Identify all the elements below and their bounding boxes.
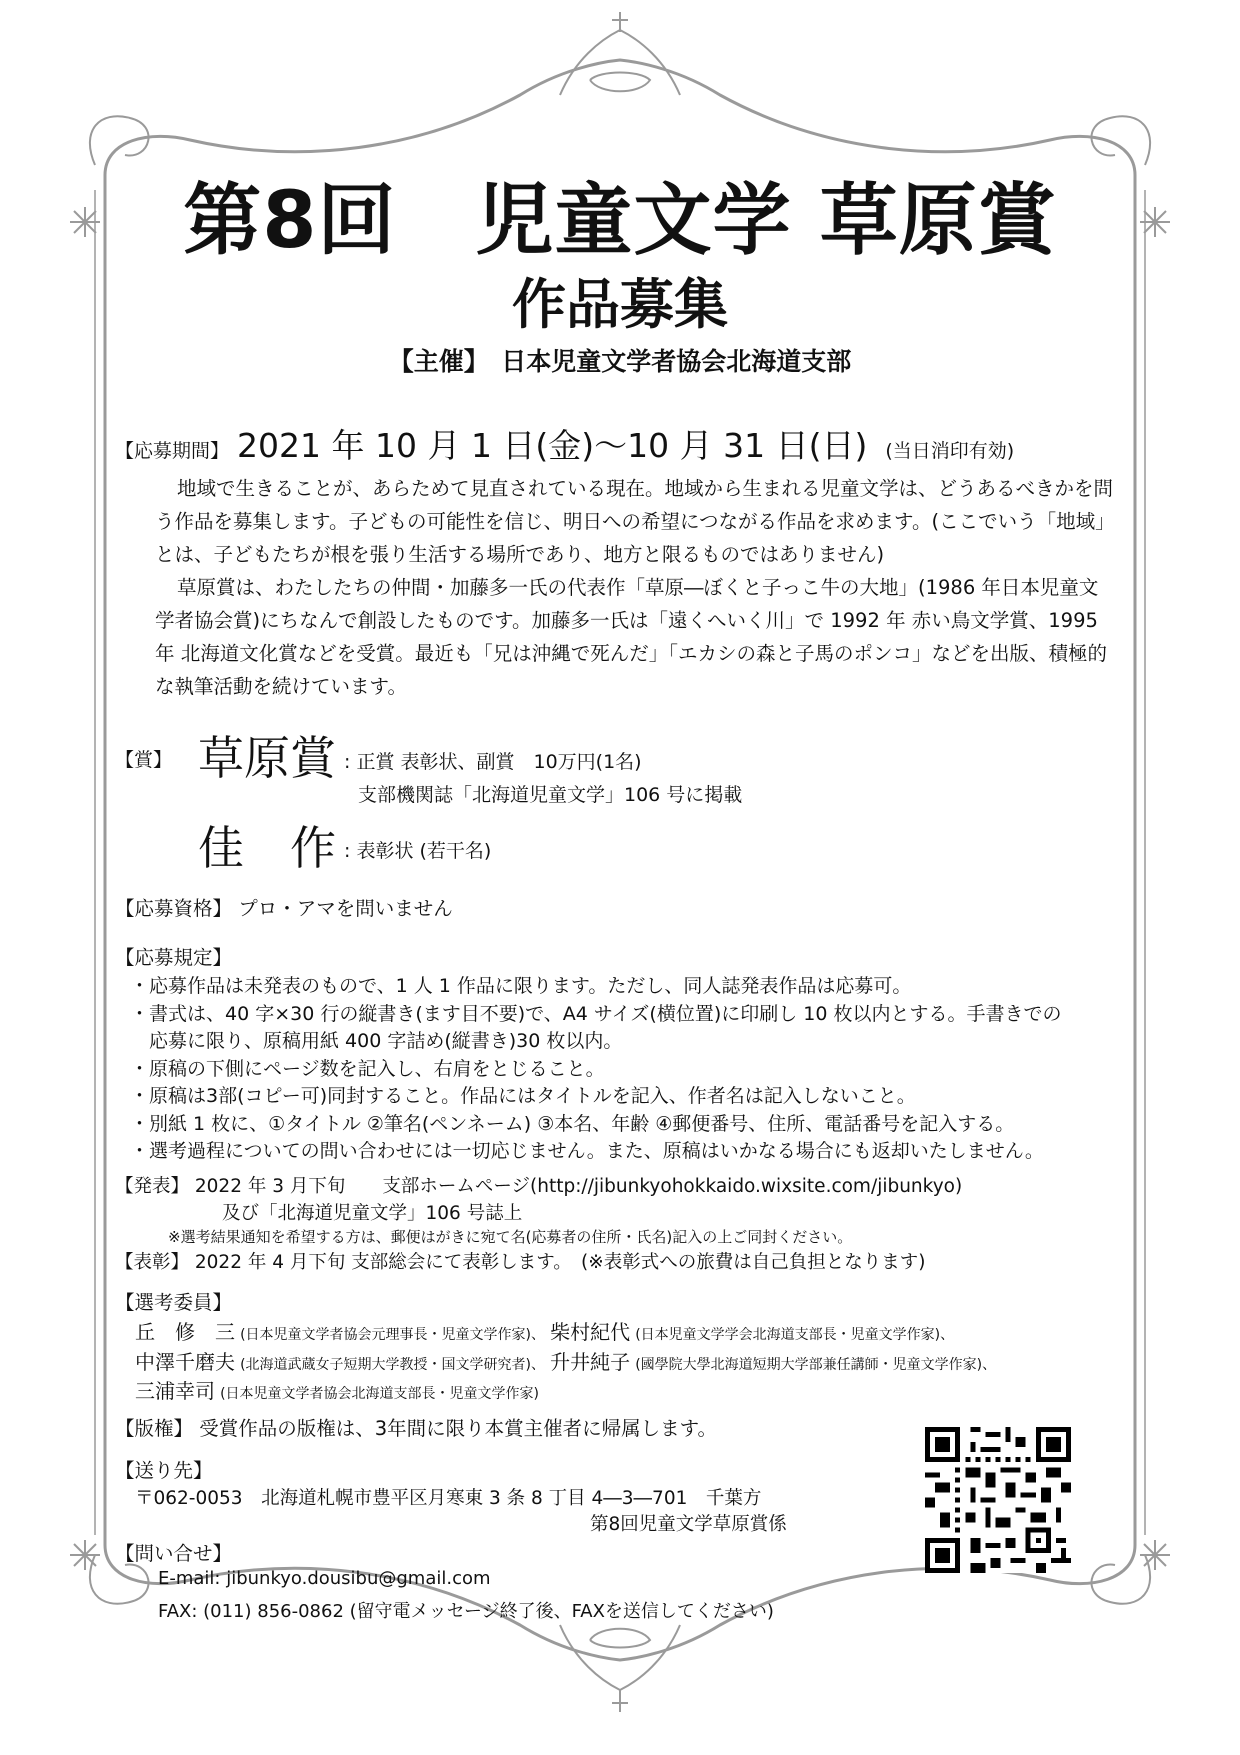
prize-label: 【賞】 [115,749,173,771]
send-address: 〒062-0053 北海道札幌市豊平区月寒東 3 条 8 丁目 4―3―701 千葉方 [135,1488,762,1509]
rule-item: ・書式は、40 字×30 行の縦書き(ます目不要)で、A4 サイズ(横位置)に印刷し 10 枚以内とする。手書きでの [130,1002,1062,1025]
main-prize-name: 草原賞 [198,731,336,785]
announce-line2: 及び「北海道児童文学」106 号誌上 [222,1203,523,1224]
judge-title: (日本児童文学学会北海道支部長・児童文学作家)、 [635,1327,955,1343]
rule-item: ・応募作品は未発表のもので、1 人 1 作品に限ります。ただし、同人誌発表作品は応募可。 [130,975,912,997]
award-ceremony: 【表彰】 2022 年 4 月下旬 支部総会にて表彰します。 (※表彰式への旅費は自己負担となります) [115,1252,926,1273]
page-title: 第8回 児童文学 草原賞 [183,176,1057,266]
judge-title: (日本児童文学者協会北海道支部長・児童文学作家) [220,1386,540,1402]
organizer: 【主催】 日本児童文学者協会北海道支部 [388,347,852,376]
send-label: 【送り先】 [115,1459,213,1482]
rules-label: 【応募規定】 [115,946,233,969]
judge-title: (國學院大學北海道短期大学部兼任講師・児童文学作家)、 [635,1357,997,1373]
judge-name: 三浦幸司 [135,1379,215,1403]
main-prize-desc: : 正賞 表彰状、副賞 10万円(1名) [344,751,642,773]
send-recipient: 第8回児童文学草原賞係 [590,1514,787,1535]
announce-note: ※選考結果通知を希望する方は、郵便はがきに宛て名(応募者の住所・氏名)記入の上ご同封ください。 [168,1228,853,1246]
rule-item: 応募に限り、原稿用紙 400 字詰め(縦書き)30 枚以内。 [130,1030,623,1052]
eligibility: 【応募資格】 プロ・アマを問いません [115,897,453,920]
judges-label: 【選考委員】 [115,1291,233,1314]
copyright: 【版権】 受賞作品の版権は、3年間に限り本賞主催者に帰属します。 [115,1417,718,1440]
judge-name: 丘 修 三 [135,1320,235,1344]
intro-paragraph: 地域で生きることが、あらためて見直されている現在。地域から生まれる児童文学は、どうあるべきかを問う作品を募集します。子どもの可能性を信じ、明日への希望につながる作品を求めます。(ここでいう「地域」とは、子どもたちが根を張り生活する場所であり、地方と限るものではありません) [155,477,1115,566]
judge-title: (北海道武蔵女子短期大学教授・国文学研究者)、 [240,1357,546,1373]
second-prize-name: 佳 作 [198,821,336,875]
intro-paragraph: 草原賞は、わたしたちの仲間・加藤多一氏の代表作「草原―ぼくと子っこ牛の大地」(1986 年日本児童文学者協会賞)にちなんで創設したものです。加藤多一氏は「遠くへいく川」で 1992 年 赤い鳥文学賞、1995 年 北海道文化賞などを受賞。最近も「兄は沖縄で死んだ」「エカシの森と子馬のポンコ」などを出版、積極的な執筆活動を続けています。 [155,576,1107,698]
rule-item: ・原稿の下側にページ数を記入し、右肩をとじること。 [130,1057,605,1080]
announce-line1: 【発表】 2022 年 3 月下旬 支部ホームページ(http://jibunkyohokkaido.wixsite.com/jibunkyo) [115,1176,963,1197]
rule-item: ・別紙 1 枚に、①タイトル ②筆名(ペンネーム) ③本名、年齢 ④郵便番号、住所、電話番号を記入する。 [130,1112,1015,1135]
rule-item: ・原稿は3部(コピー可)同封すること。作品にはタイトルを記入、作者名は記入しないこと。 [130,1085,916,1107]
rule-item: ・選考過程についての問い合わせには一切応じません。また、原稿はいかなる場合にも返却いたしません。 [130,1140,1044,1162]
contact-fax: FAX: (011) 856-0862 (留守電メッセージ終了後、FAXを送信してください) [158,1601,774,1622]
judge-title: (日本児童文学者協会元理事長・児童文学作家)、 [240,1327,546,1343]
application-period [115,420,1014,467]
contact-label: 【問い合せ】 [115,1542,233,1565]
qr-code[interactable] [925,1427,1071,1573]
intro-text [155,472,1115,703]
period-note: (当日消印有効) [885,440,1015,462]
rules-list [130,973,1062,1166]
judge-name: 升井純子 [550,1350,631,1374]
judges-row [135,1346,996,1375]
judges-row [135,1316,954,1345]
main-prize-publish: 支部機関誌「北海道児童文学」106 号に掲載 [358,784,743,806]
judge-name: 中澤千磨夫 [135,1350,235,1374]
period-label: 【応募期間】 [115,440,230,462]
judge-name: 柴村紀代 [550,1320,631,1344]
second-prize-desc: : 表彰状 (若干名) [344,840,492,862]
page-subtitle: 作品募集 [512,273,728,336]
judges-row [135,1375,539,1404]
contact-email: E-mail: jibunkyo.dousibu@gmail.com [158,1568,491,1589]
period-dates: 2021 年 10 月 1 日(金)～10 月 31 日(日) [237,426,868,465]
